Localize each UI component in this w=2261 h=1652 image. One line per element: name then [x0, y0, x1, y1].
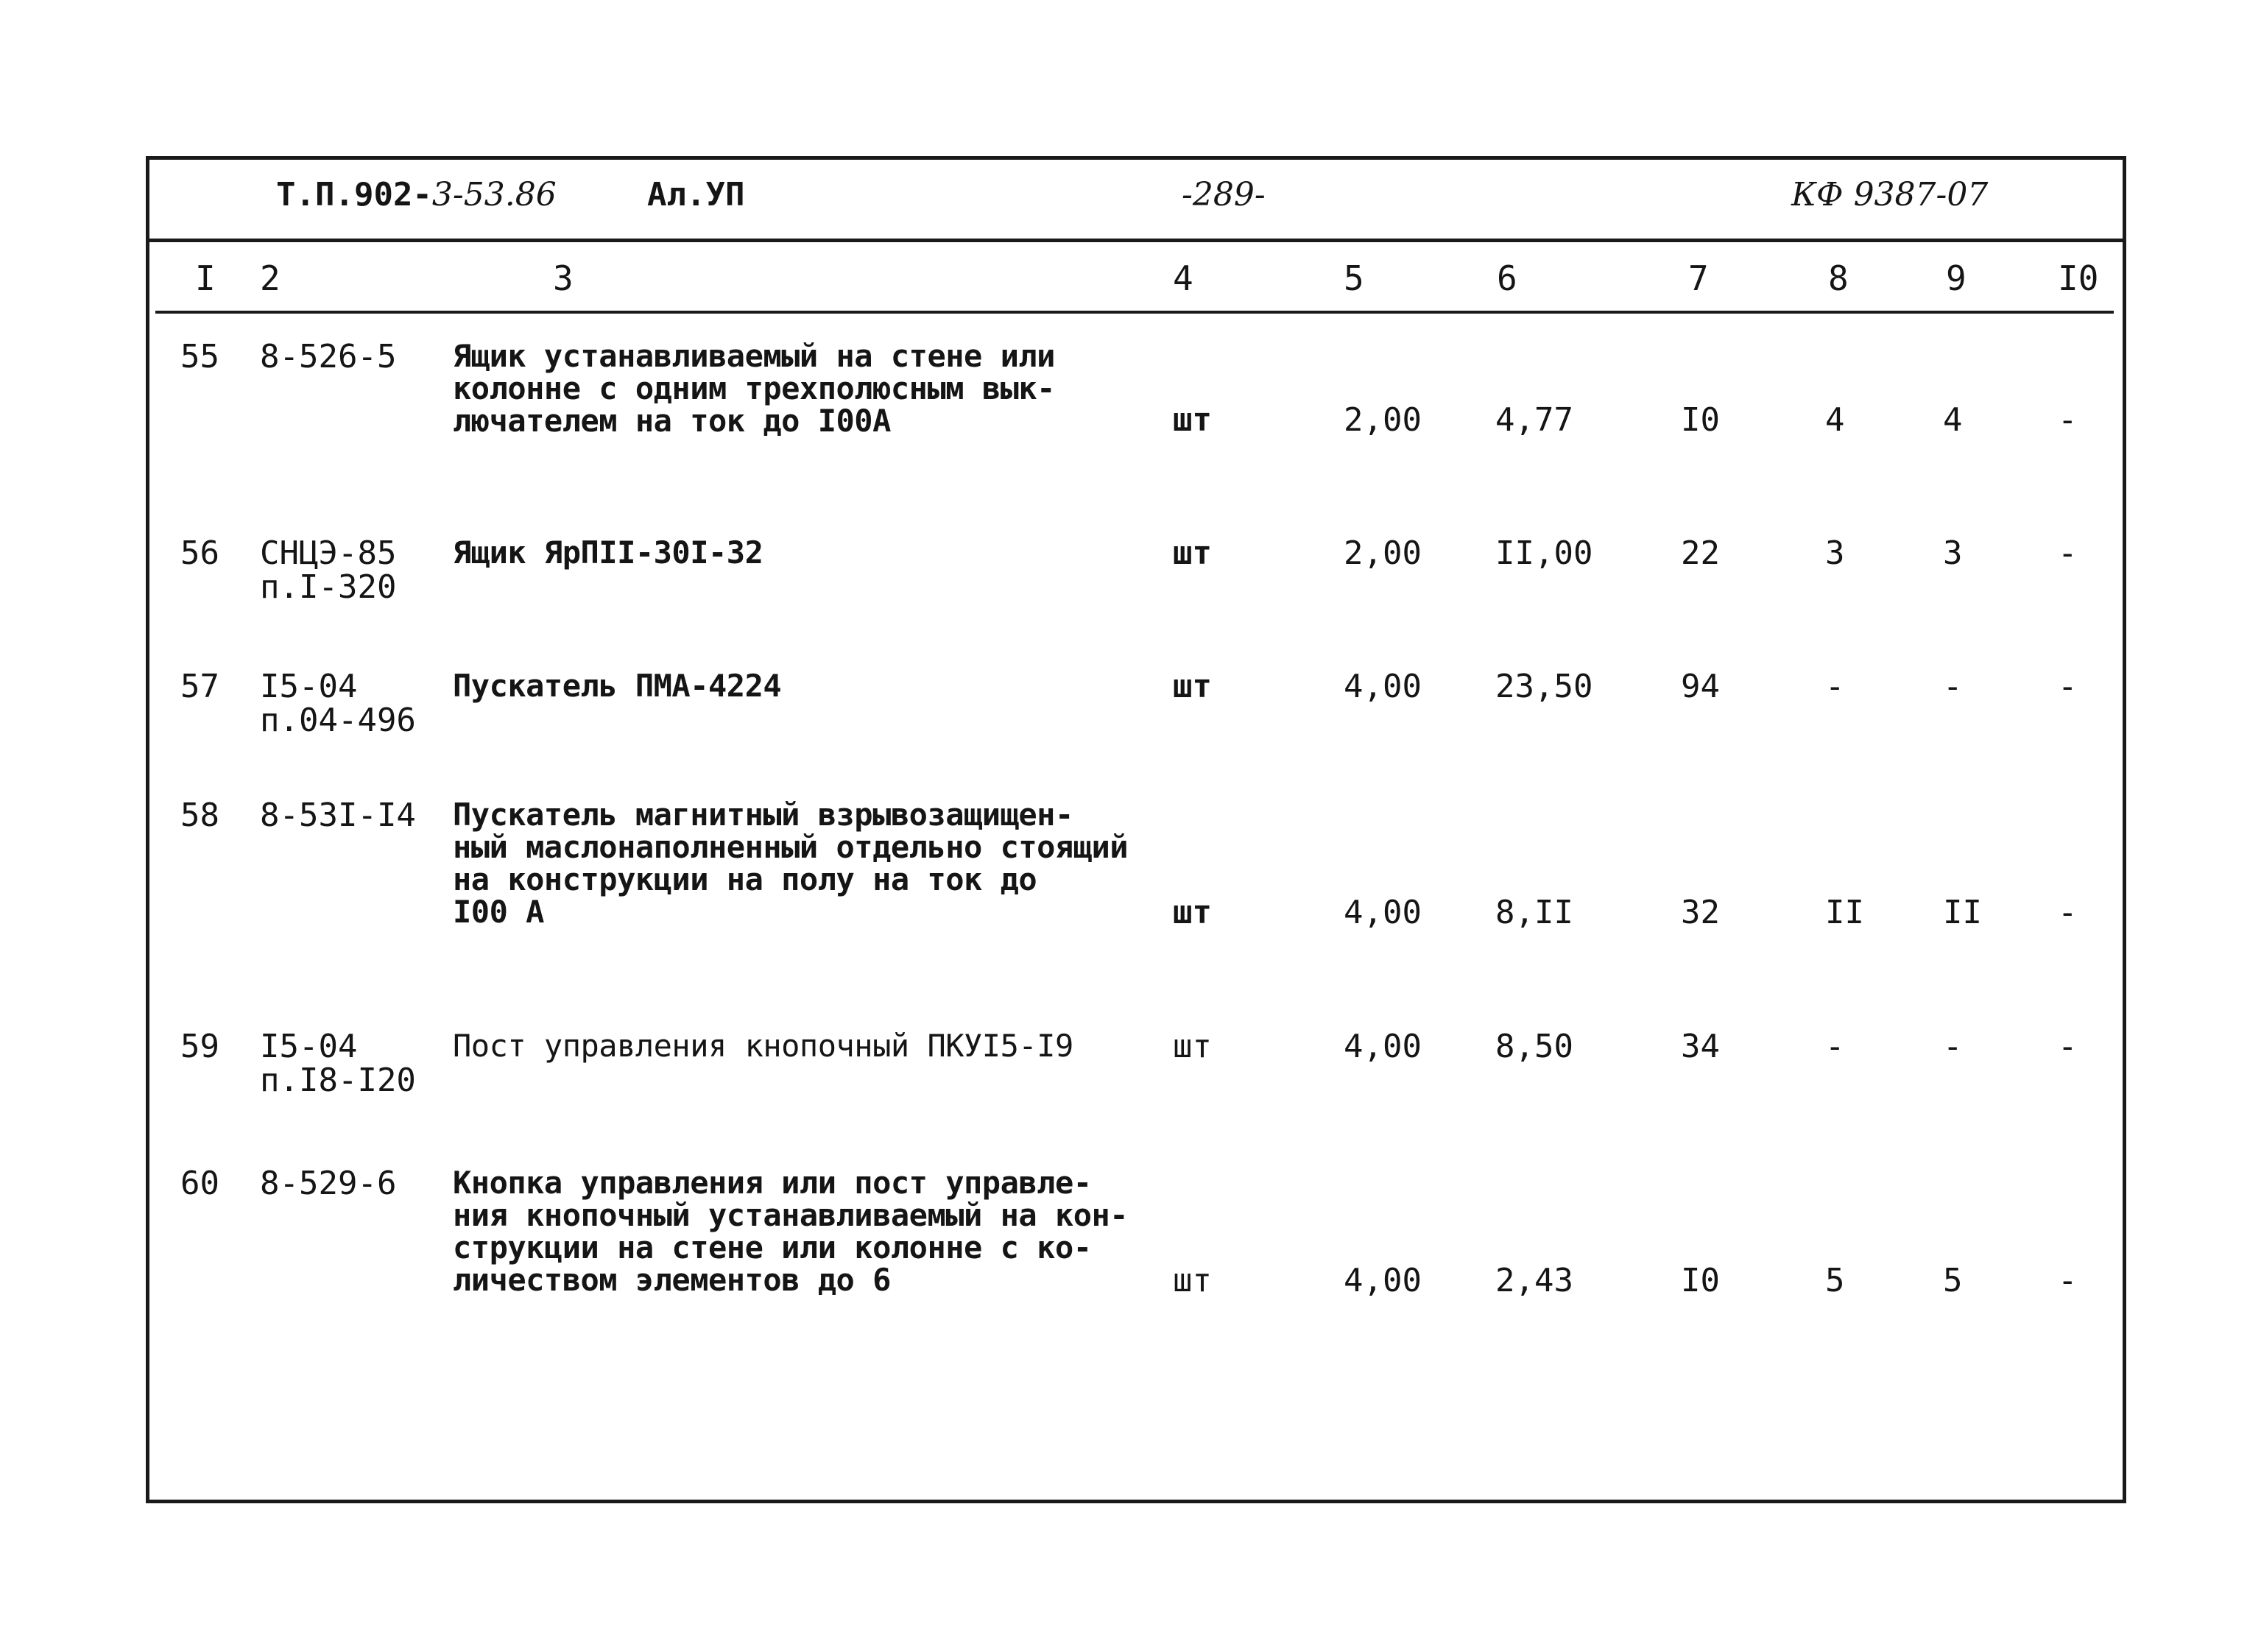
row-code: 8-53I-I4	[260, 797, 416, 834]
row-unit: шт	[1173, 1028, 1212, 1065]
row-unit: шт	[1173, 534, 1212, 572]
row-unit: шт	[1173, 401, 1212, 439]
row-value-8: II	[1825, 894, 1864, 931]
row-value-6: 23,50	[1495, 668, 1593, 705]
header-rule	[155, 311, 2114, 314]
column-header: 3	[553, 258, 574, 298]
row-value-9: -	[1943, 668, 1963, 705]
row-number: 56	[180, 534, 219, 572]
row-quantity: 2,00	[1344, 534, 1422, 572]
row-value-8: 4	[1825, 401, 1845, 439]
row-value-10: -	[2058, 894, 2078, 931]
row-value-10: -	[2058, 401, 2078, 439]
column-header: 7	[1688, 258, 1709, 298]
row-description: Пост управления кнопочный ПКУI5-I9	[453, 1028, 1073, 1064]
row-value-8: 5	[1825, 1262, 1845, 1299]
row-quantity: 4,00	[1344, 668, 1422, 705]
row-value-6: II,00	[1495, 534, 1593, 572]
row-code-line-2: п.I8-I20	[260, 1062, 416, 1099]
album-label: Ал.УП	[647, 176, 745, 213]
row-value-7: 32	[1681, 894, 1720, 931]
row-number: 59	[180, 1028, 219, 1065]
row-quantity: 4,00	[1344, 1262, 1422, 1299]
table-row	[149, 534, 2123, 625]
row-value-10: -	[2058, 534, 2078, 572]
row-value-9: -	[1943, 1028, 1963, 1065]
row-number: 55	[180, 338, 219, 375]
row-number: 58	[180, 797, 219, 834]
row-value-6: 8,II	[1495, 894, 1573, 931]
row-code: 8-526-5	[260, 338, 397, 375]
table-row	[149, 340, 2123, 473]
row-value-7: I0	[1681, 1262, 1720, 1299]
row-quantity: 2,00	[1344, 401, 1422, 439]
row-value-10: -	[2058, 1262, 2078, 1299]
column-header: I	[195, 258, 216, 298]
column-header: 6	[1497, 258, 1517, 298]
row-value-6: 2,43	[1495, 1262, 1573, 1299]
document-header	[149, 160, 2123, 242]
row-code: I5-04	[260, 668, 358, 705]
row-quantity: 4,00	[1344, 894, 1422, 931]
column-header: I0	[2058, 258, 2099, 298]
row-unit: шт	[1173, 894, 1212, 931]
row-code: 8-529-6	[260, 1165, 397, 1202]
row-description: Пускатель магнитный взрывозащищен- ный маслонаполненный отдельно стоящий на конструкции на полу на ток до I00 А	[453, 797, 1129, 930]
row-value-7: 34	[1681, 1028, 1720, 1065]
row-value-9: II	[1943, 894, 1982, 931]
row-value-7: I0	[1681, 401, 1720, 439]
row-description: Ящик ЯрПII-30I-32	[453, 534, 763, 571]
row-number: 60	[180, 1165, 219, 1202]
row-description: Пускатель ПМА-4224	[453, 668, 782, 704]
row-value-8: -	[1825, 668, 1845, 705]
row-unit: шт	[1173, 1262, 1212, 1299]
row-value-8: 3	[1825, 534, 1845, 572]
row-value-9: 3	[1943, 534, 1963, 572]
reference-code: КФ 9387-07	[1791, 176, 1989, 213]
row-number: 57	[180, 668, 219, 705]
row-description: Кнопка управления или пост управле- ния кнопочный устанавливаемый на кон- струкции на стене или колонне с ко- личеством элементов до 6	[453, 1165, 1129, 1298]
row-value-10: -	[2058, 668, 2078, 705]
row-unit: шт	[1173, 668, 1212, 705]
document-code: Т.П.902-3-53.86	[276, 176, 557, 213]
row-value-9: 5	[1943, 1262, 1963, 1299]
column-header: 2	[260, 258, 281, 298]
column-header: 4	[1173, 258, 1193, 298]
page-number: -289-	[1182, 176, 1266, 213]
table-row	[149, 1167, 2123, 1329]
table-row	[149, 670, 2123, 758]
row-code: I5-04	[260, 1028, 358, 1065]
row-value-6: 4,77	[1495, 401, 1573, 439]
table-row	[149, 1030, 2123, 1118]
column-header: 8	[1828, 258, 1849, 298]
column-header: 5	[1344, 258, 1364, 298]
row-value-6: 8,50	[1495, 1028, 1573, 1065]
row-value-8: -	[1825, 1028, 1845, 1065]
row-code: СНЦЭ-85	[260, 534, 397, 572]
row-value-9: 4	[1943, 401, 1963, 439]
document-sheet	[146, 156, 2126, 1503]
column-header-row	[149, 242, 2123, 314]
row-code-line-2: п.04-496	[260, 702, 416, 739]
table-row	[149, 799, 2123, 961]
row-quantity: 4,00	[1344, 1028, 1422, 1065]
row-code-line-2: п.I-320	[260, 568, 397, 606]
row-value-7: 22	[1681, 534, 1720, 572]
row-value-10: -	[2058, 1028, 2078, 1065]
row-description: Ящик устанавливаемый на стене или колонне с одним трехполюсным вык- лючателем на ток до I00A	[453, 338, 1055, 439]
row-value-7: 94	[1681, 668, 1720, 705]
column-header: 9	[1946, 258, 1967, 298]
